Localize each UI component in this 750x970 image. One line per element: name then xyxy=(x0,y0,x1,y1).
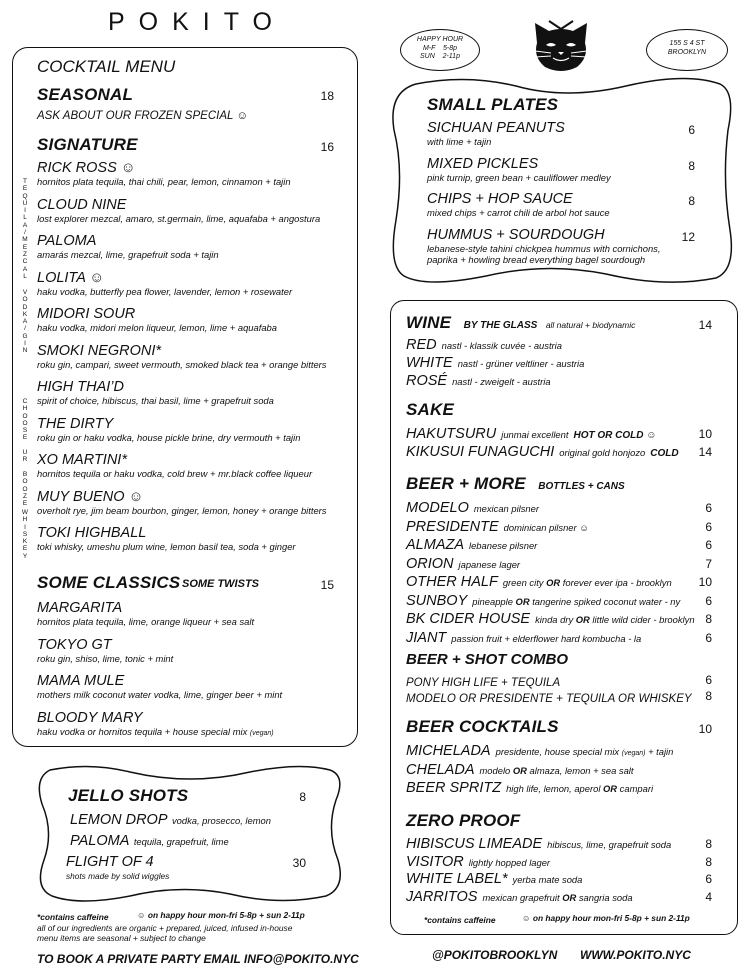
happy-hour-note: ☺ on happy hour mon-fri 5-8p + sun 2-11p xyxy=(137,910,305,920)
beer-desc xyxy=(503,577,672,588)
beer-desc: mexican pilsner xyxy=(473,503,539,514)
cocktail-desc xyxy=(37,726,355,737)
desc-part: mexican grapefruit xyxy=(482,891,563,903)
cocktail-desc: roku gin, campari, sweet vermouth, smoked black tea + orange bitters xyxy=(37,358,327,370)
plate-desc: pink turnip, green bean + cauliflower medley xyxy=(427,171,611,183)
cocktail-name: MARGARITA xyxy=(37,600,123,616)
sake-price: 14 xyxy=(698,445,712,459)
cocktail-item xyxy=(37,525,355,562)
beer-cocktail-desc xyxy=(480,765,634,776)
beer-name: OTHER HALF xyxy=(406,574,498,590)
cocktail-desc xyxy=(37,653,355,664)
beer-cocktails-price: 10 xyxy=(698,722,712,736)
cocktail-desc: hornitos plata tequila, thai chili, pear, lemon, cinnamon + tajin xyxy=(37,176,291,187)
or-word: OR xyxy=(575,614,590,625)
side-label-letter: R xyxy=(22,456,28,464)
beer-name: MODELO xyxy=(406,500,469,516)
side-label-letter: E xyxy=(22,185,28,193)
desc-part: tangerine spiked coconut water - ny xyxy=(529,595,681,607)
side-label-letter: M xyxy=(22,236,28,244)
desc-part: almaza, lemon + sea salt xyxy=(526,764,634,776)
beer-list xyxy=(406,499,712,647)
side-label-letter: U xyxy=(22,199,28,207)
desc-part: kinda dry xyxy=(535,614,576,625)
cocktail-item xyxy=(37,270,355,307)
desc-part: modelo xyxy=(479,764,513,776)
side-label-letter: E xyxy=(22,434,28,442)
side-label-letter: A xyxy=(22,265,28,273)
cocktail-item xyxy=(37,710,355,747)
beer-desc: japanese lager xyxy=(458,558,521,570)
address-badge xyxy=(646,29,728,71)
beer-cocktail-item xyxy=(406,779,712,798)
plate-name: HUMMUS + SOURDOUGH xyxy=(427,226,605,243)
plate-desc: with lime + tajin xyxy=(427,136,492,147)
plate-name: CHIPS + HOP SAUCE xyxy=(427,191,573,207)
side-label-letter: A xyxy=(22,221,28,229)
desc-part: pineapple xyxy=(472,595,516,607)
seasonal-heading: SEASONAL xyxy=(37,85,134,104)
cocktail-name: SMOKI NEGRONI* xyxy=(37,342,162,359)
cocktail-name: XO MARTINI* xyxy=(37,452,127,468)
beer-price: 8 xyxy=(705,612,712,626)
cocktail-name: CLOUD NINE xyxy=(37,196,127,213)
desc-part: forever ever ipa - brooklyn xyxy=(560,577,672,588)
side-label-letter: C xyxy=(22,398,28,405)
zero-proof-desc: yerba mate soda xyxy=(512,874,583,885)
combo-item xyxy=(406,673,712,689)
beer-heading: BEER + MORE xyxy=(406,474,526,493)
zero-proof-price: 8 xyxy=(705,837,712,851)
beer-cocktail-item xyxy=(406,742,712,761)
or-word: OR xyxy=(562,891,577,903)
beer-item xyxy=(406,592,712,611)
jello-price: 8 xyxy=(299,790,306,804)
beer-name: PRESIDENTE xyxy=(406,518,499,535)
address-city: BROOKLYN xyxy=(667,48,707,56)
or-word: OR xyxy=(546,577,561,588)
signature-price: 16 xyxy=(320,140,334,154)
cocktail-name: RICK ROSS ☺ xyxy=(37,160,136,176)
wine-name: ROSÉ xyxy=(406,373,448,389)
cocktail-item xyxy=(37,379,355,416)
side-label-letter: E xyxy=(22,545,28,553)
side-label-letter: V xyxy=(22,289,28,296)
small-plates-heading: SMALL PLATES xyxy=(427,95,559,114)
cocktail-desc-text: hornitos plata tequila, lime, orange liqueur + sea salt xyxy=(37,616,255,627)
cocktail-item xyxy=(37,637,355,674)
cocktail-name: THE DIRTY xyxy=(37,415,114,432)
side-label-letter: I xyxy=(24,207,26,215)
side-label-letter: / xyxy=(24,229,26,237)
zero-proof-item xyxy=(406,853,712,871)
cocktail-desc: overholt rye, jim beam bourbon, ginger, lemon, honey + orange bitters xyxy=(37,504,327,516)
cocktail-desc: amarás mezcal, lime, grapefruit soda + tajin xyxy=(37,249,219,260)
plate-price: 8 xyxy=(688,194,695,208)
cocktail-item xyxy=(37,416,355,453)
instagram-handle[interactable]: @POKITOBROOKLYN xyxy=(432,948,558,962)
beer-name: ORION xyxy=(406,555,454,572)
beer-name: SUNBOY xyxy=(406,592,468,609)
beer-price: 6 xyxy=(705,593,712,608)
zero-proof-name: HIBISCUS LIMEADE xyxy=(406,836,543,852)
beer-item xyxy=(406,573,712,592)
side-label-letter: A xyxy=(22,318,28,326)
beer-price: 6 xyxy=(705,538,712,552)
classics-price: 15 xyxy=(320,578,334,592)
desc-part: + tajin xyxy=(645,746,674,757)
side-label-letter: K xyxy=(22,310,28,318)
beer-name: JIANT xyxy=(406,629,447,646)
sake-price: 10 xyxy=(698,427,712,441)
sake-desc: junmai excellent xyxy=(501,429,569,440)
combo-list xyxy=(406,673,712,705)
plate-item xyxy=(427,227,695,267)
cocktail-item xyxy=(37,600,355,637)
beer-cocktail-name: MICHELADA xyxy=(406,743,491,759)
side-label-letter: O xyxy=(22,485,28,493)
ingredients-note: all of our ingredients are organic + prepared, juiced, infused in-house xyxy=(37,923,293,933)
cocktail-desc: spirit of choice, hibiscus, thai basil, lime + grapefruit soda xyxy=(37,395,274,406)
signature-list xyxy=(37,160,355,562)
wine-name: WHITE xyxy=(406,355,453,371)
jello-item xyxy=(70,832,229,850)
cocktail-desc-text: roku gin, shiso, lime, tonic + mint xyxy=(37,652,174,664)
beer-price: 10 xyxy=(698,575,712,589)
side-label-letter: S xyxy=(22,427,28,435)
cocktail-desc: roku gin or haku vodka, house pickle brine, dry vermouth + tajin xyxy=(37,431,301,443)
desc-part: little wild cider - brooklyn xyxy=(589,614,695,625)
beer-item xyxy=(406,629,712,648)
side-label-whiskey xyxy=(21,509,29,560)
cocktail-item xyxy=(37,489,355,526)
sake-desc: original gold honjozo xyxy=(559,447,646,458)
signature-heading: SIGNATURE xyxy=(37,135,138,154)
zero-proof-heading: ZERO PROOF xyxy=(406,811,521,830)
side-label-letter: Q xyxy=(22,192,28,200)
wine-list xyxy=(406,336,716,390)
address-street: 155 S 4 ST xyxy=(669,40,705,47)
plate-item xyxy=(427,120,695,156)
side-label-letter: O xyxy=(22,478,28,486)
cocktail-desc xyxy=(37,616,355,627)
wine-subheading: BY THE GLASS xyxy=(463,320,538,331)
cocktail-desc: hornitos tequila or haku vodka, cold brew + mr.black coffee liqueur xyxy=(37,468,313,479)
jello-item-name: LEMON DROP xyxy=(70,812,168,828)
beer-cocktails-heading: BEER COCKTAILS xyxy=(406,717,559,736)
beer-price: 6 xyxy=(705,519,712,534)
combo-text: MODELO OR PRESIDENTE + TEQUILA OR WHISKEY xyxy=(406,693,692,705)
or-word: OR xyxy=(603,783,618,794)
side-label-choose-ur-booze xyxy=(21,398,29,507)
jello-heading: JELLO SHOTS xyxy=(68,786,189,805)
wine-note: all natural + biodynamic xyxy=(545,320,636,330)
side-label-letter: G xyxy=(22,332,28,340)
vegan-tag: (vegan) xyxy=(249,729,274,737)
jello-item-desc: tequila, grapefruit, lime xyxy=(133,836,229,847)
beer-cocktail-name: CHELADA xyxy=(406,761,475,778)
jello-item xyxy=(70,811,271,829)
side-label-tequila-mezcal xyxy=(21,178,29,280)
seasonal-note: ASK ABOUT OUR FROZEN SPECIAL ☺ xyxy=(37,110,249,122)
wine-desc: nastl - zweigelt - austria xyxy=(452,376,551,387)
sake-serving: HOT OR COLD ☺ xyxy=(573,430,657,441)
plate-name: SICHUAN PEANUTS xyxy=(427,120,565,136)
combo-heading: BEER + SHOT COMBO xyxy=(406,651,569,668)
wine-heading: WINE xyxy=(406,313,452,332)
beer-price: 7 xyxy=(705,556,712,571)
beer-name: BK CIDER HOUSE xyxy=(406,611,531,627)
zero-proof-name: VISITOR xyxy=(406,853,464,870)
zero-proof-name: JARRITOS xyxy=(406,888,478,905)
zero-proof-item xyxy=(406,888,712,906)
or-word: OR xyxy=(512,764,527,776)
side-label-letter: N xyxy=(22,347,28,355)
wine-item xyxy=(406,372,716,390)
side-label-letter: Y xyxy=(22,552,28,560)
side-label-letter: L xyxy=(23,214,27,222)
desc-part: campari xyxy=(617,783,654,794)
side-label-letter: O xyxy=(22,296,28,304)
cocktail-item xyxy=(37,233,355,270)
beer-item xyxy=(406,499,712,518)
small-plates-list xyxy=(427,120,695,267)
flight-desc: shots made by solid wiggles xyxy=(66,871,170,881)
sake-item xyxy=(406,425,712,443)
cocktail-item xyxy=(37,197,355,234)
cocktail-name: HIGH THAI’D xyxy=(37,379,124,395)
caffeine-note: *contains caffeine xyxy=(37,912,109,922)
zero-proof-list xyxy=(406,835,712,905)
seasonal-disclaimer: menu items are seasonal + subject to change xyxy=(37,933,206,943)
beer-desc: passion fruit + elderflower hard kombucha - la xyxy=(451,632,642,644)
side-label-letter: / xyxy=(24,325,26,333)
cocktail-item xyxy=(37,452,355,489)
brand-logo: POKITO xyxy=(108,8,287,36)
plate-desc: paprika + howling bread everything bagel sourdough xyxy=(427,253,646,265)
cocktail-desc-text: mothers milk coconut water vodka, lime, ginger beer + mint xyxy=(37,689,283,700)
sake-serving: COLD xyxy=(650,448,679,459)
sake-heading: SAKE xyxy=(406,400,455,419)
beer-desc: dominican pilsner ☺ xyxy=(503,521,589,533)
beer-price: 6 xyxy=(705,630,712,645)
classics-subheading: SOME TWISTS xyxy=(182,578,259,590)
cocktail-name: MAMA MULE xyxy=(37,673,125,689)
side-label-letter: H xyxy=(22,516,28,524)
beer-cocktail-name: BEER SPRITZ xyxy=(406,780,502,796)
zero-proof-desc xyxy=(482,892,632,903)
side-label-letter: D xyxy=(22,303,28,311)
side-label-letter: K xyxy=(22,538,28,546)
cocktail-name: BLOODY MARY xyxy=(37,709,143,726)
wine-desc: nastl - grüner veltliner - austria xyxy=(457,358,585,369)
cocktail-desc: lost explorer mezcal, amaro, st.germain, lime, aquafaba + angostura xyxy=(37,212,321,224)
cocktail-desc-text: haku vodka or hornitos tequila + house special mix xyxy=(37,725,248,737)
or-word: OR xyxy=(515,595,530,607)
plate-item xyxy=(427,191,695,227)
plate-price: 12 xyxy=(681,229,695,244)
zero-proof-item xyxy=(406,835,712,853)
happy-hour-title: HAPPY HOUR xyxy=(416,36,464,43)
cocktail-desc: toki whisky, umeshu plum wine, lemon basil tea, soda + ginger xyxy=(37,541,296,552)
sake-list xyxy=(406,425,712,461)
side-label-letter xyxy=(21,464,29,471)
desc-part: presidente, house special mix xyxy=(495,746,620,757)
desc-part: high life, lemon, aperol xyxy=(506,783,604,794)
side-label-letter: E xyxy=(22,500,28,508)
caffeine-note: *contains caffeine xyxy=(424,915,496,925)
wine-header xyxy=(406,313,716,333)
side-label-letter: U xyxy=(22,449,28,457)
cocktail-name: LOLITA ☺ xyxy=(37,269,105,286)
wine-item xyxy=(406,336,716,354)
beer-subheading: BOTTLES + CANS xyxy=(538,481,625,492)
beer-item xyxy=(406,518,712,537)
cocktail-name: MIDORI SOUR xyxy=(37,306,136,322)
flight-price: 30 xyxy=(292,856,306,870)
flight-name: FLIGHT OF 4 xyxy=(66,854,154,870)
cocktail-item xyxy=(37,343,355,380)
zero-proof-desc: hibiscus, lime, grapefruit soda xyxy=(547,839,672,850)
beer-item xyxy=(406,536,712,555)
plate-desc: mixed chips + carrot chili de arbol hot sauce xyxy=(427,207,610,218)
zero-proof-price: 8 xyxy=(705,854,712,869)
combo-item xyxy=(406,689,712,705)
beer-cocktail-desc xyxy=(506,783,653,794)
beer-name: ALMAZA xyxy=(406,537,465,553)
classics-heading: SOME CLASSICS xyxy=(37,573,181,592)
beer-item xyxy=(406,555,712,574)
beer-desc xyxy=(535,614,694,625)
plate-desc: lebanese-style tahini chickpea hummus with cornichons, xyxy=(427,242,661,254)
cat-icon xyxy=(527,17,595,73)
sake-item xyxy=(406,443,712,461)
beer-header xyxy=(406,474,625,494)
plate-name: MIXED PICKLES xyxy=(427,155,539,172)
zero-proof-price: 6 xyxy=(705,872,712,886)
side-label-letter: O xyxy=(22,419,28,427)
side-label-letter: O xyxy=(22,412,28,420)
cocktail-name: PALOMA xyxy=(37,233,97,249)
side-label-letter: Z xyxy=(23,492,27,500)
side-label-letter: T xyxy=(23,178,27,185)
side-label-letter: C xyxy=(22,258,28,266)
combo-price: 6 xyxy=(705,673,712,687)
cocktail-desc xyxy=(37,689,355,700)
combo-text: PONY HIGH LIFE + TEQUILA xyxy=(406,677,561,689)
wine-name: RED xyxy=(406,337,437,353)
zero-proof-price: 4 xyxy=(705,889,712,904)
cocktail-item xyxy=(37,306,355,343)
cocktail-item xyxy=(37,673,355,710)
zero-proof-desc: lightly hopped lager xyxy=(468,856,551,868)
wine-price: 14 xyxy=(698,318,712,332)
beer-desc xyxy=(472,596,680,607)
wine-desc: nastl - klassik cuvée - austria xyxy=(441,340,562,351)
zero-proof-name: WHITE LABEL* xyxy=(406,871,508,887)
plate-price: 6 xyxy=(688,123,695,137)
sake-name: KIKUSUI FUNAGUCHI xyxy=(406,444,555,460)
private-party-line: TO BOOK A PRIVATE PARTY EMAIL INFO@POKITO.NYC xyxy=(37,952,359,966)
cocktail-item xyxy=(37,160,355,197)
side-label-letter: W xyxy=(21,509,29,516)
happy-hour-sunday: SUN 2-11p xyxy=(420,53,460,60)
sake-name: HAKUTSURU xyxy=(406,426,497,442)
plate-item xyxy=(427,156,695,192)
side-label-letter: L xyxy=(23,272,27,280)
vegan-tag: (vegan) xyxy=(621,750,646,757)
side-label-letter xyxy=(21,442,29,449)
side-label-letter: H xyxy=(22,405,28,413)
beer-desc: lebanese pilsner xyxy=(469,540,538,551)
happy-hour-badge xyxy=(400,29,480,71)
jello-item-desc: vodka, prosecco, lemon xyxy=(171,815,271,826)
side-label-vodka-gin xyxy=(21,289,29,355)
side-label-letter: B xyxy=(22,470,28,478)
combo-price: 8 xyxy=(705,689,712,703)
zero-proof-item xyxy=(406,870,712,888)
desc-part: green city xyxy=(502,577,547,588)
classics-list xyxy=(37,600,355,746)
side-label-letter: I xyxy=(24,340,26,348)
beer-cocktail-item xyxy=(406,761,712,780)
beer-price: 6 xyxy=(705,501,712,515)
wine-item xyxy=(406,354,716,372)
side-label-letter: I xyxy=(24,523,26,531)
cocktail-menu-title: COCKTAIL MENU xyxy=(37,57,176,76)
side-label-letter: E xyxy=(22,243,28,251)
beer-item xyxy=(406,610,712,629)
beer-cocktail-desc xyxy=(496,746,674,757)
side-label-letter: S xyxy=(22,530,28,538)
jello-item-name: PALOMA xyxy=(70,833,130,849)
cocktail-name: MUY BUENO ☺ xyxy=(37,488,144,505)
cocktail-desc: haku vodka, butterfly pea flower, lavender, lemon + rosewater xyxy=(37,285,293,297)
plate-price: 8 xyxy=(688,158,695,173)
side-label-letter: Z xyxy=(23,250,27,258)
cocktail-name: TOKI HIGHBALL xyxy=(37,525,147,541)
happy-hour-note: ☺ on happy hour mon-fri 5-8p + sun 2-11p xyxy=(522,913,690,923)
seasonal-price: 18 xyxy=(320,89,334,103)
website-link[interactable]: WWW.POKITO.NYC xyxy=(580,948,691,962)
cocktail-name: TOKYO GT xyxy=(37,636,112,653)
happy-hour-weekday: M-F 5-8p xyxy=(422,44,458,52)
cocktail-desc: haku vodka, midori melon liqueur, lemon, lime + aquafaba xyxy=(37,322,277,333)
beer-cocktails-list xyxy=(406,742,712,798)
desc-part: sangria soda xyxy=(576,891,633,903)
